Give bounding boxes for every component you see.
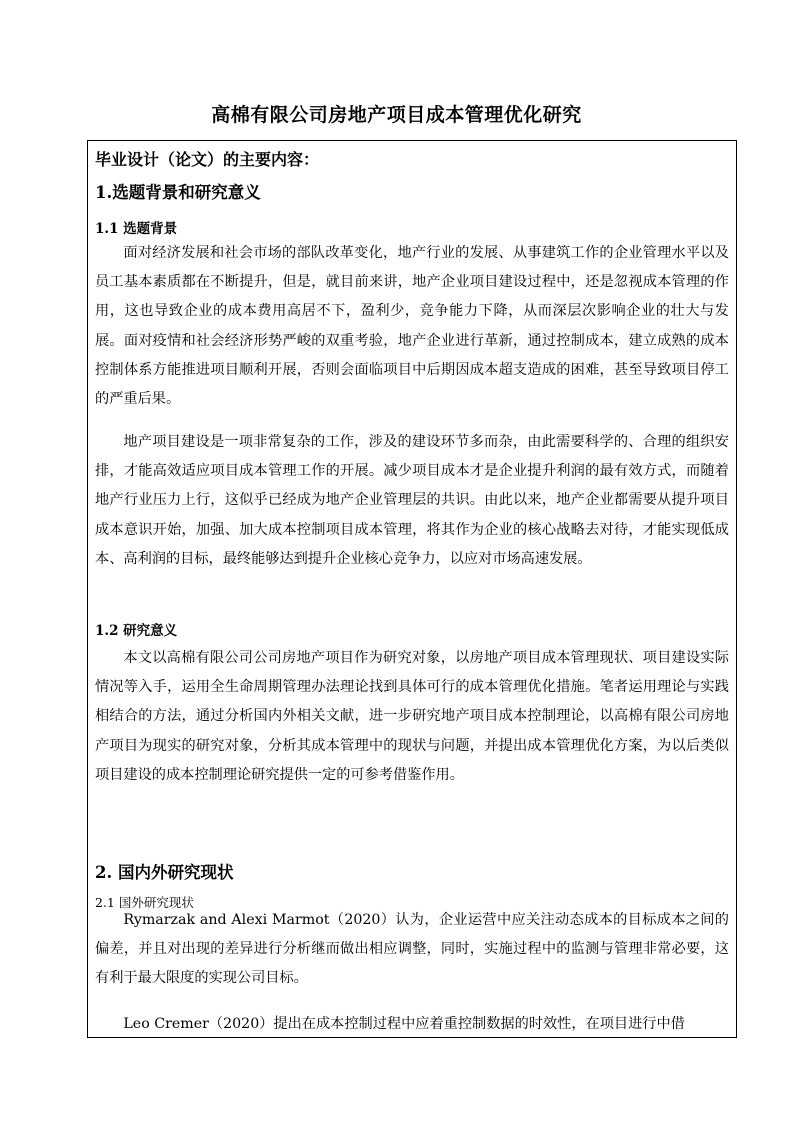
section-1-2-heading: 1.2 研究意义 [95,623,178,639]
section-2-1-paragraph: Rymarzak and Alexi Marmot（2020）认为，企业运营中应关注动态成本的目标成本之间的偏差，并且对出现的差异进行分析继而做出相应调整，同时，实施过程中的监测与管理非常必要，这有利于最大限度的实现公司目标。 [95,912,729,987]
section-1-2-paragraph: 本文以高棉有限公司公司房地产项目作为研究对象，以房地产项目成本管理现状、项目建设实际情况等入手，运用全生命周期管理办法理论找到具体可行的成本管理优化措施。笔者运用理论与实践相结合的方法，通过分析国内外相关文献，进一步研究地产项目成本控制理论，以高棉有限公司房地产项目为现实的研究对象，分析其成本管理中的现状与问题，并提出成本管理优化方案，为以后类似项目建设的成本控制理论研究提供一定的可参考借鉴作用。 [95,650,729,783]
section-2-heading: 2. 国内外研究现状 [95,863,234,882]
section-1-1-paragraph: 地产项目建设是一项非常复杂的工作，涉及的建设环节多而杂，由此需要科学的、合理的组织安排，才能高效适应项目成本管理工作的开展。减少项目成本才是企业提升利润的最有效方式，而随着地产行业压力上行，这似乎已经成为地产企业管理层的共识。由此以来，地产企业都需要从提升项目成本意识开始，加强、加大成本控制项目成本管理，将其作为企业的核心战略去对待，才能实现低成本、高利润的目标，最终能够达到提升企业核心竞争力，以应对市场高速发展。 [95,434,729,567]
section-1-1-heading: 1.1 选题背景 [95,221,178,237]
section-1-heading: 1.选题背景和研究意义 [95,183,261,202]
content-frame [87,140,737,1038]
document-title: 高棉有限公司房地产项目成本管理优化研究 [211,104,582,126]
main-content-heading: 毕业设计（论文）的主要内容： [95,150,320,169]
section-2-1-heading: 2.1 国外研究现状 [95,895,194,910]
section-2-1-paragraph: Leo Cremer（2020）提出在成本控制过程中应着重控制数据的时效性，在项目进行中借 [123,1016,685,1032]
section-1-1-paragraph: 面对经济发展和社会市场的部队改革变化，地产行业的发展、从事建筑工作的企业管理水平以及员工基本素质都在不断提升，但是，就目前来讲，地产企业项目建设过程中，还是忽视成本管理的作用，这也导致企业的成本费用高居不下，盈利少，竞争能力下降，从而深层次影响企业的壮大与发展。面对疫情和社会经济形势严峻的双重考验，地产企业进行革新，通过控制成本，建立成熟的成本控制体系方能推进项目顺利开展，否则会面临项目中后期因成本超支造成的困难，甚至导致项目停工的严重后果。 [95,245,729,408]
